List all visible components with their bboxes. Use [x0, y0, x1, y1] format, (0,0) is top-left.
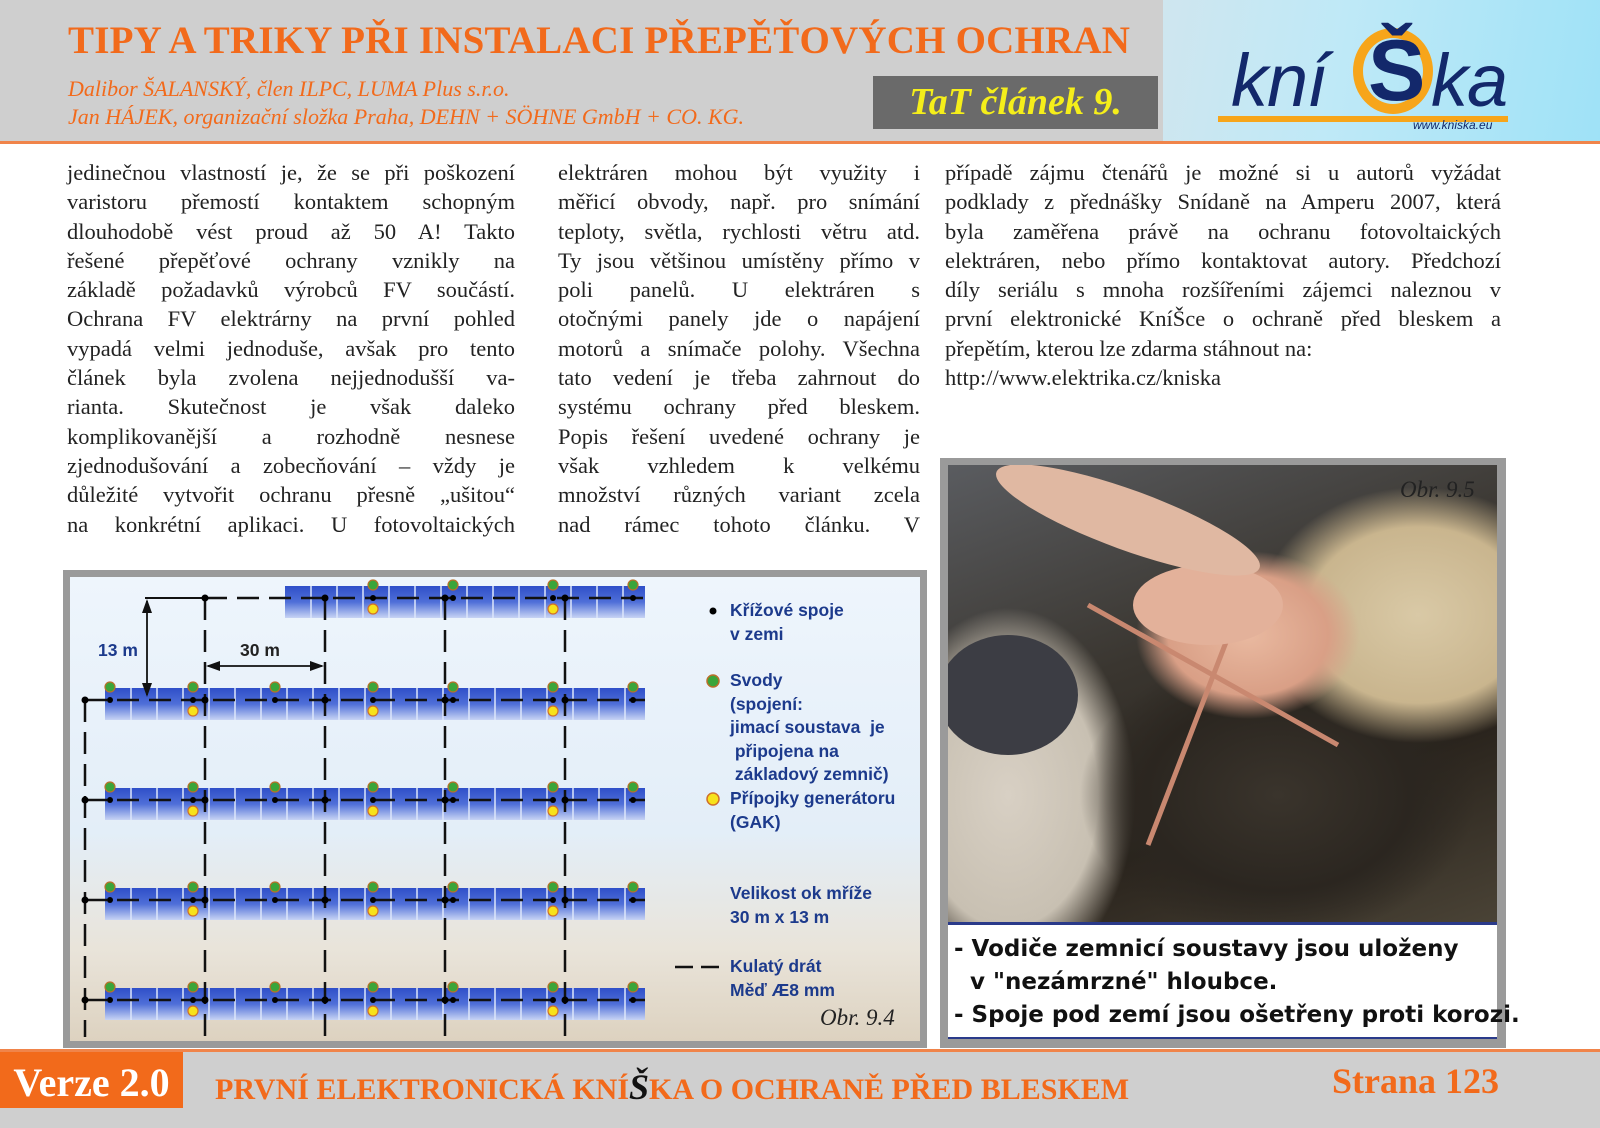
cross-joint-dot	[272, 897, 278, 903]
logo-text-right: ka	[1431, 39, 1508, 122]
cross-joint-dot	[630, 595, 636, 601]
cross-joint-dot	[107, 997, 113, 1003]
down-conductor-dot	[628, 682, 638, 692]
legend-down-conductor-icon	[707, 675, 719, 687]
logo-text-left: kní	[1231, 39, 1327, 122]
text-line: rianta. Skutečnost je však daleko	[67, 394, 515, 420]
text-line: tato vedení je třeba zahrnout do	[558, 365, 920, 391]
legend-generator-connections: Přípojky generátoru (GAK)	[730, 788, 896, 832]
down-conductor-dot	[448, 982, 458, 992]
cross-joint-dot	[550, 797, 556, 803]
generator-connection-dot	[188, 806, 198, 816]
cross-joint-dot	[550, 595, 556, 601]
cross-joint-dot	[82, 697, 89, 704]
cross-joint-dot	[370, 697, 376, 703]
down-conductor-dot	[448, 782, 458, 792]
cross-joint-dot	[370, 997, 376, 1003]
down-conductor-dot	[105, 682, 115, 692]
dimension-13m: 13 m	[98, 640, 138, 660]
text-line: první elektronické KníŠce o ochraně před bleskem a	[945, 306, 1501, 332]
cross-joint-dot	[322, 797, 329, 804]
legend-down-conductors: Svody (spojení: jimací soustava je připojena na základový zemnič)	[730, 670, 889, 784]
photo-detail	[948, 465, 1497, 922]
figure-9-5	[940, 458, 1520, 1048]
text-line: elektráren, nebo přímo kontaktovat autory. Předchozí	[945, 247, 1501, 273]
generator-connection-dot	[548, 706, 558, 716]
text-line: elektráren mohou být využity i	[558, 160, 920, 185]
generator-connection-dot	[368, 1006, 378, 1016]
down-conductor-dot	[188, 982, 198, 992]
cross-joint-dot	[630, 897, 636, 903]
text-line: článek byla zvolena nejjednodušší va-	[67, 365, 515, 391]
text-line: varistoru přemostí kontaktem schopným	[67, 189, 515, 215]
down-conductor-dot	[188, 682, 198, 692]
cross-joint-dot	[442, 897, 449, 904]
cross-joint-dot	[442, 595, 449, 602]
down-conductor-dot	[448, 882, 458, 892]
cross-joint-dot	[370, 595, 376, 601]
down-conductor-dot	[105, 782, 115, 792]
cross-joint-dot	[562, 797, 569, 804]
hand	[1133, 565, 1283, 645]
down-conductor-dot	[548, 782, 558, 792]
down-conductor-dot	[548, 682, 558, 692]
figure-label: Obr. 9.5	[1400, 477, 1475, 502]
text-line: teploty, světla, rychlosti větru atd.	[558, 218, 920, 244]
text-line: Ty jsou většinou umístěny přímo v	[558, 247, 920, 273]
text-line: na konkrétní aplikaci. U fotovoltaických	[67, 511, 515, 537]
text-line: systému ochrany před bleskem.	[558, 394, 920, 420]
figure-9-4	[63, 570, 927, 1048]
cross-joint-dot	[562, 897, 569, 904]
cross-joint-dot	[202, 797, 209, 804]
cross-joint-dot	[450, 595, 456, 601]
down-conductor-dot	[448, 580, 458, 590]
generator-connection-dot	[188, 706, 198, 716]
generator-connection-dot	[368, 706, 378, 716]
logo-url: www.kniska.eu	[1413, 118, 1493, 132]
text-line: zjednodušování a zobecňování – vždy je	[67, 452, 515, 478]
cross-joint-dot	[322, 997, 329, 1004]
down-conductor-dot	[548, 882, 558, 892]
cross-joint-dot	[202, 997, 209, 1004]
cross-joint-dot	[322, 595, 329, 602]
down-conductor-dot	[628, 580, 638, 590]
cross-joint-dot	[82, 897, 89, 904]
cross-joint-dot	[370, 897, 376, 903]
cross-joint-dot	[107, 897, 113, 903]
article-title: TIPY A TRIKY PŘI INSTALACI PŘEPĚŤOVÝCH OCHRAN	[68, 19, 1131, 62]
cross-joint-dot	[550, 697, 556, 703]
cross-joint-dot	[190, 897, 196, 903]
article-badge: TaT článek 9.	[873, 76, 1158, 129]
legend-mesh-size: Velikost ok mříže 30 m x 13 m	[730, 883, 873, 927]
cross-joint-dot	[202, 697, 209, 704]
generator-connection-dot	[368, 806, 378, 816]
down-conductor-dot	[628, 982, 638, 992]
cross-joint-dot	[450, 697, 456, 703]
text-line: měřicí obvody, např. pro snímání	[558, 189, 920, 215]
cross-joint-dot	[550, 997, 556, 1003]
arrow-head	[206, 661, 220, 671]
down-conductor-dot	[548, 580, 558, 590]
logo-s: Š	[1368, 23, 1426, 119]
cross-joint-dot	[202, 595, 209, 602]
down-conductor-dot	[368, 580, 378, 590]
generator-connection-dot	[548, 806, 558, 816]
down-conductor-dot	[270, 882, 280, 892]
text-line: základě požadavků výrobců FV součástí.	[67, 277, 515, 303]
down-conductor-dot	[628, 882, 638, 892]
generator-connection-dot	[548, 906, 558, 916]
cross-joint-dot	[190, 997, 196, 1003]
legend-cross-joints: Křížové spoje v zemi	[730, 600, 844, 644]
grounding-grid-diagram	[70, 577, 920, 1041]
text-line: http://www.elektrika.cz/kniska	[945, 365, 1221, 391]
down-conductor-dot	[368, 682, 378, 692]
text-column-3	[945, 158, 1501, 392]
solar-panel-row	[285, 586, 645, 618]
text-line: byla zaměřena právě na ochranu fotovoltaických	[945, 218, 1501, 244]
down-conductor-dot	[548, 982, 558, 992]
header-divider	[0, 141, 1600, 144]
photo-caption: - Vodiče zemnicí soustavy jsou uloženy v "nezámrzné" hloubce. - Spoje pod zemí jsou ošetřeny proti korozi.	[948, 922, 1497, 1039]
text-line: však vzhledem k velkému	[558, 452, 920, 478]
page-number: Strana 123	[1332, 1061, 1500, 1101]
text-line: poli panelů. U elektráren s	[558, 277, 920, 303]
down-conductor-dot	[448, 682, 458, 692]
cross-joint-dot	[82, 997, 89, 1004]
text-column-1	[67, 158, 515, 539]
version-badge: Verze 2.0	[0, 1052, 183, 1108]
generator-connection-dot	[368, 906, 378, 916]
text-line: důležité vytvořit ochranu přesně „ušitou“	[67, 482, 515, 508]
dimension-30m: 30 m	[240, 640, 280, 660]
generator-connection-dot	[548, 604, 558, 614]
legend-generator-icon	[707, 793, 719, 805]
cross-joint-dot	[450, 897, 456, 903]
text-line: případě zájmu čtenářů je možné si u autorů vyžádat	[945, 160, 1501, 185]
cross-joint-dot	[322, 697, 329, 704]
down-conductor-dot	[368, 882, 378, 892]
text-line: Ochrana FV elektrárny na první pohled	[67, 306, 515, 332]
down-conductor-dot	[188, 782, 198, 792]
cross-joint-dot	[450, 797, 456, 803]
arrow-head	[310, 661, 324, 671]
text-line: dlouhodobě vést proud až 50 A! Takto	[67, 218, 515, 244]
text-line: nad rámec tohoto článku. V	[558, 511, 920, 537]
cross-joint-dot	[562, 997, 569, 1004]
cross-joint-dot	[190, 797, 196, 803]
text-line: množství různých variant zcela	[558, 482, 920, 508]
text-line: přepětím, kterou lze zdarma stáhnout na:	[945, 335, 1313, 361]
author-2: Jan HÁJEK, organizační složka Praha, DEHN + SÖHNE GmbH + CO. KG.	[68, 104, 745, 129]
kniska-logo	[1163, 0, 1600, 141]
footer-title-a: PRVNÍ ELEKTRONICKÁ KNÍ	[215, 1073, 629, 1106]
down-conductor-dot	[368, 782, 378, 792]
cross-joint-dot	[272, 797, 278, 803]
cross-joint-dot	[322, 897, 329, 904]
cross-joint-dot	[630, 797, 636, 803]
cross-joint-dot	[370, 797, 376, 803]
text-line: jedinečnou vlastností je, že se při poškození	[67, 160, 515, 185]
cross-joint-dot	[630, 997, 636, 1003]
cross-joint-dot	[442, 697, 449, 704]
cross-joint-dot	[550, 897, 556, 903]
down-conductor-dot	[270, 782, 280, 792]
text-line: Popis řešení uvedené ochrany je	[558, 423, 920, 449]
figure-label: Obr. 9.4	[820, 1005, 895, 1030]
down-conductor-dot	[105, 882, 115, 892]
cross-joint-dot	[562, 595, 569, 602]
text-line: díly seriálu s mnoha rozšířeními zájemci naleznou v	[945, 277, 1501, 303]
generator-connection-dot	[548, 1006, 558, 1016]
down-conductor-dot	[105, 982, 115, 992]
legend-cross-joint-icon	[710, 608, 717, 615]
down-conductor-dot	[270, 982, 280, 992]
cross-joint-dot	[82, 797, 89, 804]
generator-connection-dot	[188, 906, 198, 916]
cross-joint-dot	[272, 997, 278, 1003]
cross-joint-dot	[630, 697, 636, 703]
down-conductor-dot	[270, 682, 280, 692]
boot	[948, 635, 1078, 755]
down-conductor-dot	[188, 882, 198, 892]
grounding-photo	[948, 465, 1497, 922]
cross-joint-dot	[190, 697, 196, 703]
cross-joint-dot	[272, 697, 278, 703]
down-conductor-dot	[368, 982, 378, 992]
footer-title-b: KA O OCHRANĚ PŘED BLESKEM	[649, 1073, 1130, 1106]
text-line: motorů a snímače polohy. Všechna	[558, 335, 920, 361]
cross-joint-dot	[107, 697, 113, 703]
text-line: podklady z přednášky Snídaně na Amperu 2007, která	[945, 189, 1501, 215]
text-line: komplikovanější a rozhodně nesnese	[67, 423, 515, 449]
text-line: otočnými panely jde o napájení	[558, 306, 920, 332]
cross-joint-dot	[202, 897, 209, 904]
text-column-2	[558, 158, 920, 539]
author-1: Dalibor ŠALANSKÝ, člen ILPC, LUMA Plus s.r.o.	[68, 76, 510, 101]
arrow-head	[142, 599, 152, 613]
generator-connection-dot	[188, 1006, 198, 1016]
cross-joint-dot	[450, 997, 456, 1003]
cross-joint-dot	[107, 797, 113, 803]
text-line: vypadá velmi jednoduše, avšak pro tento	[67, 335, 515, 361]
generator-connection-dot	[368, 604, 378, 614]
text-line: řešené přepěťové ochrany vznikly na	[67, 247, 515, 273]
down-conductor-dot	[628, 782, 638, 792]
cross-joint-dot	[442, 797, 449, 804]
cross-joint-dot	[442, 997, 449, 1004]
legend-round-wire: Kulatý drát Měď Æ8 mm	[730, 956, 835, 1000]
footer-title-s: Š	[629, 1067, 650, 1107]
cross-joint-dot	[562, 697, 569, 704]
footer-title	[215, 1066, 1129, 1108]
